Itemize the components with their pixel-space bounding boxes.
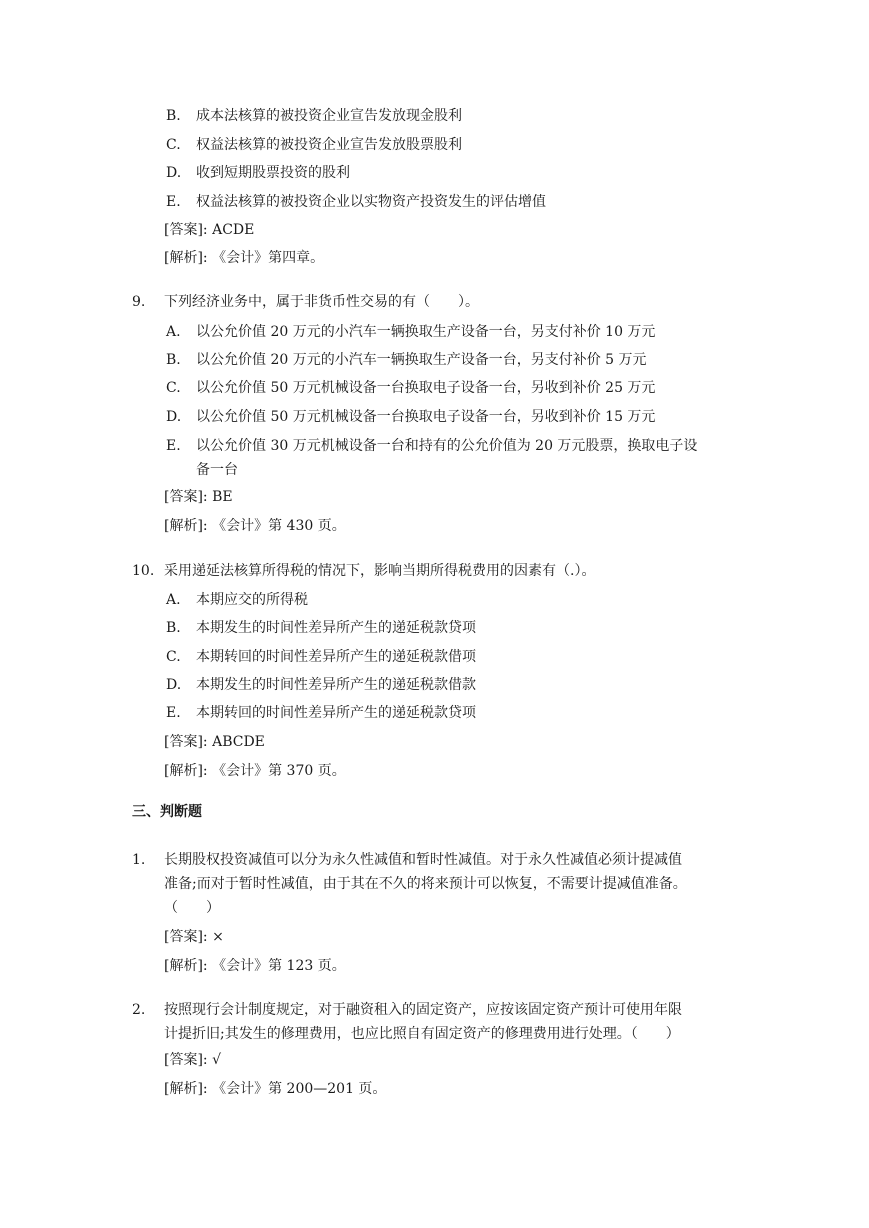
option-label: C. [166,649,181,665]
option-label: E. [166,194,181,210]
question-text: 采用递延法核算所得税的情况下，影响当期所得税费用的因素有（.）。 [164,563,596,579]
option-text: 本期转回的时间性差异所产生的递延税款借项 [196,649,476,665]
option-label: A. [166,592,181,608]
option-text: 以公允价值 50 万元机械设备一台换取电子设备一台，另收到补价 25 万元 [196,380,656,396]
option-text: 以公允价值 50 万元机械设备一台换取电子设备一台，另收到补价 15 万元 [196,409,656,425]
q9-analysis: [解析]: 《会计》第 430 页。 [164,518,346,534]
option-text: 本期发生的时间性差异所产生的递延税款贷项 [196,620,476,636]
q10-answer: [答案]: ABCDE [164,734,265,750]
option-text: 本期发生的时间性差异所产生的递延税款借款 [196,677,476,693]
question-number: 9. [132,294,146,310]
j2-answer: [答案]: √ [164,1052,222,1068]
question-text: 下列经济业务中，属于非货币性交易的有（ ）。 [164,294,479,310]
option-label: B. [166,620,181,636]
question-text: 长期股权投资减值可以分为永久性减值和暂时性减值。对于永久性减值必须计提减值 [164,852,682,868]
option-label: A. [166,324,181,340]
option-label: D. [166,165,182,181]
option-label: E. [166,705,181,721]
j1-answer: [答案]: × [164,929,224,945]
question-number: 1. [132,852,146,868]
option-label: D. [166,409,182,425]
option-label: E. [166,438,181,454]
option-label: C. [166,380,181,396]
j1-analysis: [解析]: 《会计》第 123 页。 [164,958,346,974]
q8-analysis: [解析]: 《会计》第四章。 [164,250,325,266]
option-text: 本期应交的所得税 [196,592,308,608]
q9-answer: [答案]: BE [164,489,233,505]
q10-analysis: [解析]: 《会计》第 370 页。 [164,763,346,779]
j2-stem-line2: 计提折旧;其发生的修理费用，也应比照自有固定资产的修理费用进行处理。（ ） [164,1026,680,1042]
option-label: D. [166,677,182,693]
question-number: 2. [132,1002,146,1018]
option-label: B. [166,108,181,124]
option-text: 以公允价值 20 万元的小汽车一辆换取生产设备一台，另支付补价 5 万元 [196,352,647,368]
option-text: 收到短期股票投资的股利 [196,165,350,181]
option-text: 成本法核算的被投资企业宣告发放现金股利 [196,108,462,124]
j1-stem-line2: 准备;而对于暂时性减值，由于其在不久的将来预计可以恢复，不需要计提减值准备。 [164,876,687,892]
q9-option-e-continued: 备一台 [196,462,238,478]
option-text: 权益法核算的被投资企业宣告发放股票股利 [196,137,462,153]
q8-answer: [答案]: ACDE [164,222,255,238]
option-label: C. [166,137,181,153]
option-text: 以公允价值 30 万元机械设备一台和持有的公允价值为 20 万元股票，换取电子设 [196,438,698,454]
option-text: 本期转回的时间性差异所产生的递延税款贷项 [196,705,476,721]
j1-stem-line3: （ ） [164,900,220,916]
question-text: 按照现行会计制度规定，对于融资租入的固定资产，应按该固定资产预计可使用年限 [164,1002,682,1018]
section-heading: 三、判断题 [132,804,202,820]
option-label: B. [166,352,181,368]
j2-analysis: [解析]: 《会计》第 200—201 页。 [164,1081,387,1097]
option-text: 权益法核算的被投资企业以实物资产投资发生的评估增值 [196,194,546,210]
question-number: 10. [132,563,155,579]
option-text: 以公允价值 20 万元的小汽车一辆换取生产设备一台，另支付补价 10 万元 [196,324,656,340]
